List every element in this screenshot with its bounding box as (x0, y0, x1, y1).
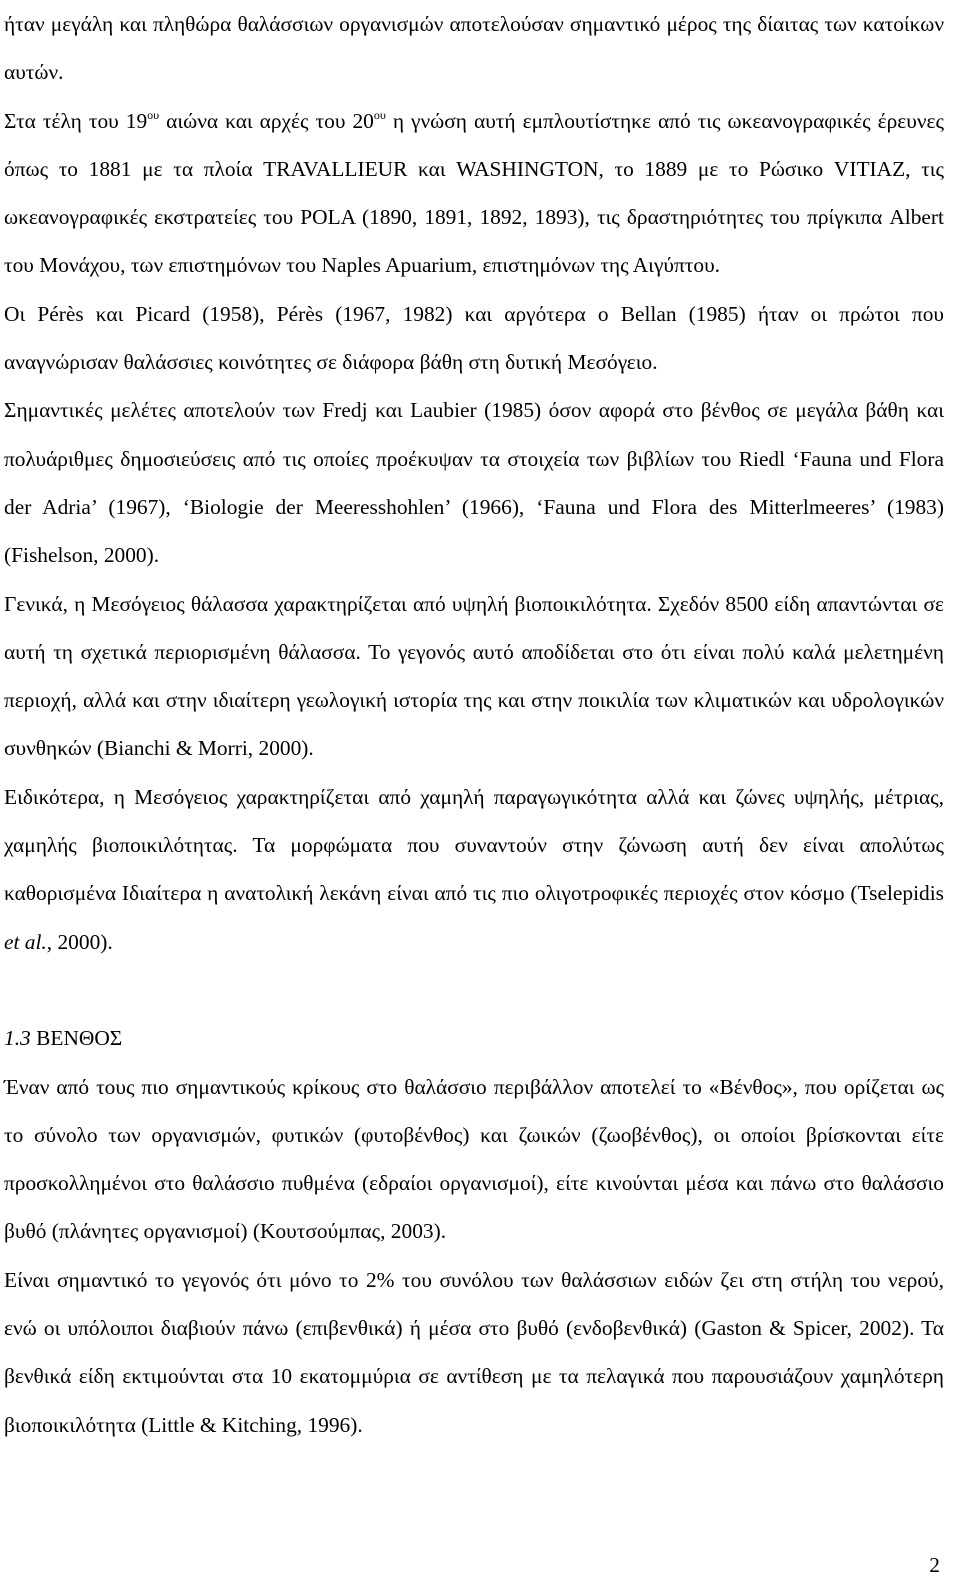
paragraph-oceanographic-research (4, 97, 944, 290)
paragraph-productivity (4, 773, 944, 966)
text-run: η γνώση αυτή εμπλουτίστηκε από τις ωκεανογραφικές έρευνες όπως το 1881 με τα πλοία TRAVALLIEUR και WASHINGTON, το 1889 με το Ρώσικο VITIAZ, τις ωκεανογραφικές εκστρατείες του POLA (1890, 1891, 1892, 1893), τις δραστηριότητες του πρίγκιπα Albert του Μονάχου, των επιστημόνων του Naples Apuarium, επιστημόνων της Αιγύπτου. (4, 108, 944, 278)
text-run: Ειδικότερα, η Μεσόγειος χαρακτηρίζεται από χαμηλή παραγωγικότητα αλλά και ζώνες υψηλής, μέτριας, χαμηλής βιοποικιλότητας. Τα μορφώματα που συναντούν στην ζώνωση αυτή δεν είναι απολύτως καθορισμένα Ιδιαίτερα η ανατολική λεκάνη είναι από τις πιο ολιγοτροφικές περιοχές στον κόσμο (Tselepidis (4, 784, 944, 906)
body-text (4, 0, 944, 1449)
text-run: , 2000). (46, 929, 113, 954)
section-heading (4, 1014, 944, 1062)
text-run: Στα τέλη του 19 (4, 108, 148, 133)
spacer-line (4, 966, 944, 1014)
paragraph-biodiversity: Γενικά, η Μεσόγειος θάλασσα χαρακτηρίζεται από υψηλή βιοποικιλότητα. Σχεδόν 8500 είδη απαντώνται σε αυτή τη σχετικά περιορισμένη θάλασσα. Το γεγονός αυτό αποδίδεται στο ότι είναι πολύ καλά μελετημένη περιοχή, αλλά και στην ιδιαίτερη γεωλογική ιστορία της και στην ποικιλία των κλιματικών και υδρολογικών συνθηκών (Bianchi & Morri, 2000). (4, 591, 944, 761)
section-title: ΒΕΝΘΟΣ (36, 1026, 123, 1051)
text-run: αιώνα και αρχές του 20 (159, 108, 374, 133)
superscript: ου (373, 107, 386, 122)
paragraph-important-studies: Σημαντικές μελέτες αποτελούν των Fredj και Laubier (1985) όσον αφορά στο βένθος σε μεγάλα βάθη και πολυάριθμες δημοσιεύσεις από τις οποίες προέκυψαν τα στοιχεία των βιβλίων του Riedl ‘Fauna und Flora der Adria’ (1967), ‘Biologie der Meeresshohlen’ (1966), ‘Fauna und Flora des Mitterlmeeres’ (1983) (Fishelson, 2000). (4, 398, 944, 568)
paragraph-peres-picard: Οι Pérès και Picard (1958), Pérès (1967, 1982) και αργότερα ο Bellan (1985) ήταν οι πρώτοι που αναγνώρισαν θαλάσσιες κοινότητες σε διάφορα βάθη στη δυτική Μεσόγειο. (4, 301, 944, 375)
page-number: 2 (929, 1553, 940, 1577)
italic-text: et al. (4, 929, 47, 954)
superscript: ου (147, 107, 160, 122)
paragraph-diet: ήταν μεγάλη και πληθώρα θαλάσσιων οργανισμών αποτελούσαν σημαντικό μέρος της δίαιτας των κατοίκων αυτών. (4, 12, 944, 85)
paragraph-benthic-species: Είναι σημαντικό το γεγονός ότι μόνο το 2% του συνόλου των θαλάσσιων ειδών ζει στη στήλη του νερού, ενώ οι υπόλοιποι διαβιούν πάνω (επιβενθικά) ή μέσα στο βυθό (ενδοβενθικά) (Gaston & Spicer, 2002). Τα βενθικά είδη εκτιμούνται στα 10 εκατομμύρια σε αντίθεση με τα πελαγικά που παρουσιάζουν χαμηλότερη βιοποικιλότητα (Little & Kitching, 1996). (4, 1267, 944, 1437)
paragraph-benthos-definition: Έναν από τους πιο σημαντικούς κρίκους στο θαλάσσιο περιβάλλον αποτελεί το «Βένθος», που ορίζεται ως το σύνολο των οργανισμών, φυτικών (φυτοβένθος) και ζωικών (ζωοβένθος), οι οποίοι βρίσκονται είτε προσκολλημένοι στο θαλάσσιο πυθμένα (εδραίοι οργανισμοί), είτε κινούνται μέσα και πάνω στο θαλάσσιο βυθό (πλάνητες οργανισμοί) (Κουτσούμπας, 2003). (4, 1074, 944, 1244)
section-number: 1.3 (4, 1026, 31, 1051)
